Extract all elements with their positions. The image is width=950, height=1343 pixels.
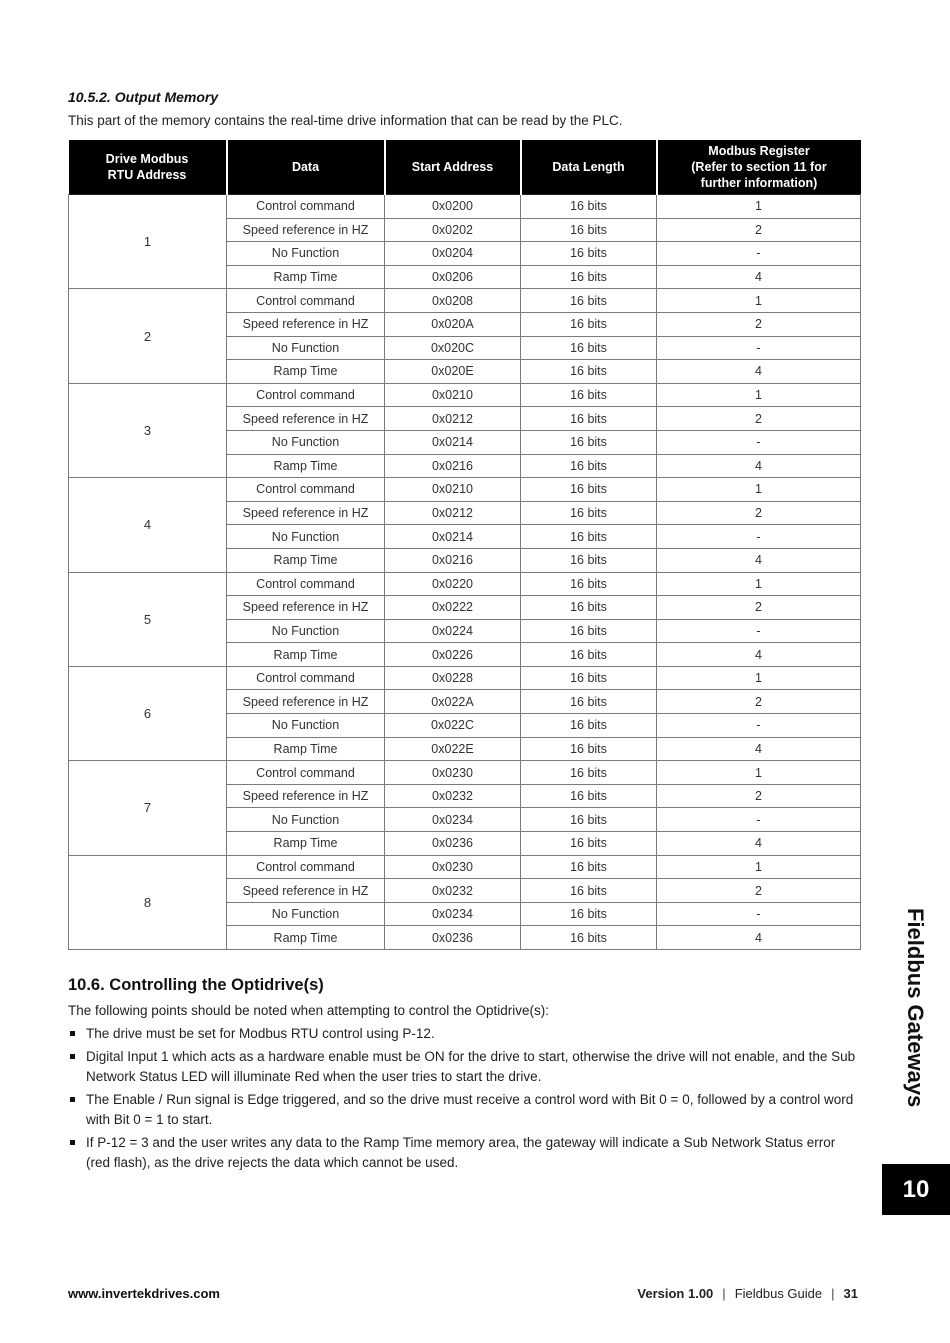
modbus-register-cell: 4 <box>657 454 861 478</box>
start-address-cell: 0x0210 <box>385 383 521 407</box>
modbus-register-cell: - <box>657 714 861 738</box>
column-header <box>227 140 385 195</box>
modbus-register-cell: 1 <box>657 289 861 313</box>
modbus-register-cell: 4 <box>657 832 861 856</box>
start-address-cell: 0x0232 <box>385 784 521 808</box>
start-address-cell: 0x020C <box>385 336 521 360</box>
data-length-cell: 16 bits <box>521 737 657 761</box>
data-cell: No Function <box>227 336 385 360</box>
data-cell: Speed reference in HZ <box>227 407 385 431</box>
drive-address-cell: 4 <box>69 478 227 572</box>
modbus-register-cell: 2 <box>657 501 861 525</box>
drive-address-cell: 7 <box>69 761 227 855</box>
table-row <box>69 383 861 407</box>
data-cell: Ramp Time <box>227 548 385 572</box>
start-address-cell: 0x0216 <box>385 548 521 572</box>
data-cell: Control command <box>227 855 385 879</box>
bullet-square-icon <box>70 1031 75 1036</box>
data-cell: Control command <box>227 572 385 596</box>
start-address-cell: 0x0236 <box>385 832 521 856</box>
start-address-cell: 0x0224 <box>385 619 521 643</box>
data-length-cell: 16 bits <box>521 761 657 785</box>
modbus-register-cell: - <box>657 902 861 926</box>
data-cell: No Function <box>227 714 385 738</box>
footer-page-number: 31 <box>843 1286 858 1301</box>
column-header <box>385 140 521 195</box>
list-item-text: The Enable / Run signal is Edge triggered, and so the drive must receive a control word with Bit 0 = 0, followed by a control word with Bit 0 = 1 to start. <box>86 1092 854 1127</box>
modbus-register-cell: 2 <box>657 218 861 242</box>
start-address-cell: 0x020E <box>385 360 521 384</box>
data-cell: Speed reference in HZ <box>227 690 385 714</box>
list-item-text: If P-12 = 3 and the user writes any data to the Ramp Time memory area, the gateway will indicate a Sub Network Status error (red flash), as the drive rejects the data which cannot be used. <box>86 1135 836 1170</box>
output-memory-table <box>68 140 861 950</box>
start-address-cell: 0x0204 <box>385 242 521 266</box>
list-item-text: The drive must be set for Modbus RTU control using P-12. <box>86 1026 435 1041</box>
column-header <box>657 140 861 195</box>
data-length-cell: 16 bits <box>521 336 657 360</box>
data-cell: No Function <box>227 808 385 832</box>
bullet-list <box>68 1024 860 1176</box>
data-cell: Control command <box>227 289 385 313</box>
data-length-cell: 16 bits <box>521 407 657 431</box>
data-cell: No Function <box>227 242 385 266</box>
footer-info <box>637 1286 858 1301</box>
table-row <box>69 478 861 502</box>
modbus-register-cell: 1 <box>657 478 861 502</box>
data-length-cell: 16 bits <box>521 289 657 313</box>
data-length-cell: 16 bits <box>521 501 657 525</box>
table-row <box>69 195 861 219</box>
start-address-cell: 0x0212 <box>385 501 521 525</box>
data-cell: No Function <box>227 619 385 643</box>
column-header-line: Start Address <box>411 160 494 174</box>
table-row <box>69 855 861 879</box>
data-cell: Ramp Time <box>227 643 385 667</box>
data-length-cell: 16 bits <box>521 548 657 572</box>
start-address-cell: 0x0220 <box>385 572 521 596</box>
modbus-register-cell: 4 <box>657 548 861 572</box>
drive-address-cell: 3 <box>69 383 227 477</box>
data-length-cell: 16 bits <box>521 478 657 502</box>
start-address-cell: 0x0208 <box>385 289 521 313</box>
modbus-register-cell: 1 <box>657 761 861 785</box>
footer-version: Version 1.00 <box>637 1286 714 1301</box>
data-cell: Control command <box>227 666 385 690</box>
start-address-cell: 0x0210 <box>385 478 521 502</box>
data-cell: Control command <box>227 383 385 407</box>
data-cell: Ramp Time <box>227 454 385 478</box>
modbus-register-cell: 1 <box>657 572 861 596</box>
modbus-register-cell: 4 <box>657 926 861 950</box>
data-length-cell: 16 bits <box>521 808 657 832</box>
modbus-register-cell: 2 <box>657 784 861 808</box>
footer-separator: | <box>722 1286 726 1301</box>
column-header-line: Drive Modbus <box>105 152 189 166</box>
data-length-cell: 16 bits <box>521 784 657 808</box>
data-cell: Control command <box>227 478 385 502</box>
start-address-cell: 0x0202 <box>385 218 521 242</box>
modbus-register-cell: - <box>657 619 861 643</box>
bullet-square-icon <box>70 1140 75 1145</box>
data-cell: Ramp Time <box>227 265 385 289</box>
start-address-cell: 0x0214 <box>385 430 521 454</box>
data-length-cell: 16 bits <box>521 596 657 620</box>
data-length-cell: 16 bits <box>521 525 657 549</box>
column-header-line: RTU Address <box>107 168 187 182</box>
drive-address-cell: 5 <box>69 572 227 666</box>
start-address-cell: 0x0230 <box>385 761 521 785</box>
bullet-square-icon <box>70 1097 75 1102</box>
start-address-cell: 0x020A <box>385 312 521 336</box>
footer-guide-name: Fieldbus Guide <box>734 1286 823 1301</box>
list-item-text: Digital Input 1 which acts as a hardware enable must be ON for the drive to start, otherwise the drive will not enable, and the Sub Network Status LED will illuminate Red when the user tries to start the drive. <box>86 1049 856 1084</box>
modbus-register-cell: 2 <box>657 312 861 336</box>
header-row <box>69 140 861 195</box>
table-body <box>69 195 861 950</box>
drive-address-cell: 8 <box>69 855 227 949</box>
column-header <box>69 140 227 195</box>
data-length-cell: 16 bits <box>521 430 657 454</box>
start-address-cell: 0x0214 <box>385 525 521 549</box>
subsection-intro: This part of the memory contains the real-time drive information that can be read by the PLC. <box>68 113 623 128</box>
data-cell: Speed reference in HZ <box>227 879 385 903</box>
data-cell: Speed reference in HZ <box>227 501 385 525</box>
start-address-cell: 0x022E <box>385 737 521 761</box>
data-cell: No Function <box>227 525 385 549</box>
table-row <box>69 761 861 785</box>
data-length-cell: 16 bits <box>521 619 657 643</box>
modbus-register-cell: 2 <box>657 407 861 431</box>
modbus-register-cell: - <box>657 525 861 549</box>
data-cell: Speed reference in HZ <box>227 218 385 242</box>
column-header-line: further information) <box>700 176 818 190</box>
side-tab-label: Fieldbus Gateways <box>903 908 928 1108</box>
data-length-cell: 16 bits <box>521 832 657 856</box>
list-item <box>68 1024 860 1044</box>
data-cell: Ramp Time <box>227 926 385 950</box>
subsection-heading: 10.5.2. Output Memory <box>68 89 219 105</box>
data-cell: No Function <box>227 430 385 454</box>
column-header-line: (Refer to section 11 for <box>691 160 827 174</box>
data-length-cell: 16 bits <box>521 360 657 384</box>
drive-address-cell: 2 <box>69 289 227 383</box>
start-address-cell: 0x022A <box>385 690 521 714</box>
modbus-register-cell: 1 <box>657 195 861 219</box>
data-length-cell: 16 bits <box>521 879 657 903</box>
data-cell: Ramp Time <box>227 832 385 856</box>
start-address-cell: 0x0236 <box>385 926 521 950</box>
column-header-line: Modbus Register <box>708 144 810 158</box>
modbus-register-cell: 4 <box>657 737 861 761</box>
list-item <box>68 1047 860 1087</box>
drive-address-cell: 6 <box>69 666 227 760</box>
data-cell: Ramp Time <box>227 737 385 761</box>
chapter-number-box: 10 <box>882 1164 950 1215</box>
table-row <box>69 572 861 596</box>
data-length-cell: 16 bits <box>521 572 657 596</box>
start-address-cell: 0x0206 <box>385 265 521 289</box>
start-address-cell: 0x0228 <box>385 666 521 690</box>
section-intro: The following points should be noted when attempting to control the Optidrive(s): <box>68 1003 550 1018</box>
data-length-cell: 16 bits <box>521 714 657 738</box>
modbus-register-cell: 2 <box>657 690 861 714</box>
footer-separator: | <box>831 1286 835 1301</box>
section-heading: 10.6. Controlling the Optidrive(s) <box>68 976 324 994</box>
data-length-cell: 16 bits <box>521 195 657 219</box>
drive-address-cell: 1 <box>69 195 227 289</box>
data-cell: No Function <box>227 902 385 926</box>
modbus-register-cell: - <box>657 336 861 360</box>
modbus-register-cell: - <box>657 430 861 454</box>
modbus-register-cell: - <box>657 242 861 266</box>
column-header-line: Data <box>291 160 320 174</box>
data-length-cell: 16 bits <box>521 666 657 690</box>
data-length-cell: 16 bits <box>521 855 657 879</box>
data-length-cell: 16 bits <box>521 383 657 407</box>
column-header <box>521 140 657 195</box>
modbus-register-cell: - <box>657 808 861 832</box>
data-cell: Speed reference in HZ <box>227 784 385 808</box>
data-cell: Ramp Time <box>227 360 385 384</box>
modbus-register-cell: 2 <box>657 596 861 620</box>
modbus-register-cell: 4 <box>657 360 861 384</box>
data-cell: Control command <box>227 761 385 785</box>
data-length-cell: 16 bits <box>521 312 657 336</box>
list-item <box>68 1133 860 1173</box>
footer-url: www.invertekdrives.com <box>68 1286 220 1301</box>
start-address-cell: 0x0222 <box>385 596 521 620</box>
start-address-cell: 0x0200 <box>385 195 521 219</box>
modbus-register-cell: 4 <box>657 265 861 289</box>
data-length-cell: 16 bits <box>521 902 657 926</box>
data-length-cell: 16 bits <box>521 265 657 289</box>
table-row <box>69 666 861 690</box>
data-cell: Control command <box>227 195 385 219</box>
data-length-cell: 16 bits <box>521 218 657 242</box>
modbus-register-cell: 1 <box>657 383 861 407</box>
data-length-cell: 16 bits <box>521 926 657 950</box>
modbus-register-cell: 2 <box>657 879 861 903</box>
start-address-cell: 0x022C <box>385 714 521 738</box>
column-header-line: Data Length <box>552 160 625 174</box>
start-address-cell: 0x0212 <box>385 407 521 431</box>
start-address-cell: 0x0226 <box>385 643 521 667</box>
data-cell: Speed reference in HZ <box>227 312 385 336</box>
modbus-register-cell: 1 <box>657 855 861 879</box>
data-length-cell: 16 bits <box>521 643 657 667</box>
start-address-cell: 0x0234 <box>385 808 521 832</box>
modbus-register-cell: 1 <box>657 666 861 690</box>
data-length-cell: 16 bits <box>521 690 657 714</box>
bullet-square-icon <box>70 1054 75 1059</box>
start-address-cell: 0x0230 <box>385 855 521 879</box>
table-row <box>69 289 861 313</box>
data-cell: Speed reference in HZ <box>227 596 385 620</box>
list-item <box>68 1090 860 1130</box>
data-length-cell: 16 bits <box>521 454 657 478</box>
table-header <box>69 140 861 195</box>
start-address-cell: 0x0232 <box>385 879 521 903</box>
data-length-cell: 16 bits <box>521 242 657 266</box>
modbus-register-cell: 4 <box>657 643 861 667</box>
start-address-cell: 0x0234 <box>385 902 521 926</box>
start-address-cell: 0x0216 <box>385 454 521 478</box>
